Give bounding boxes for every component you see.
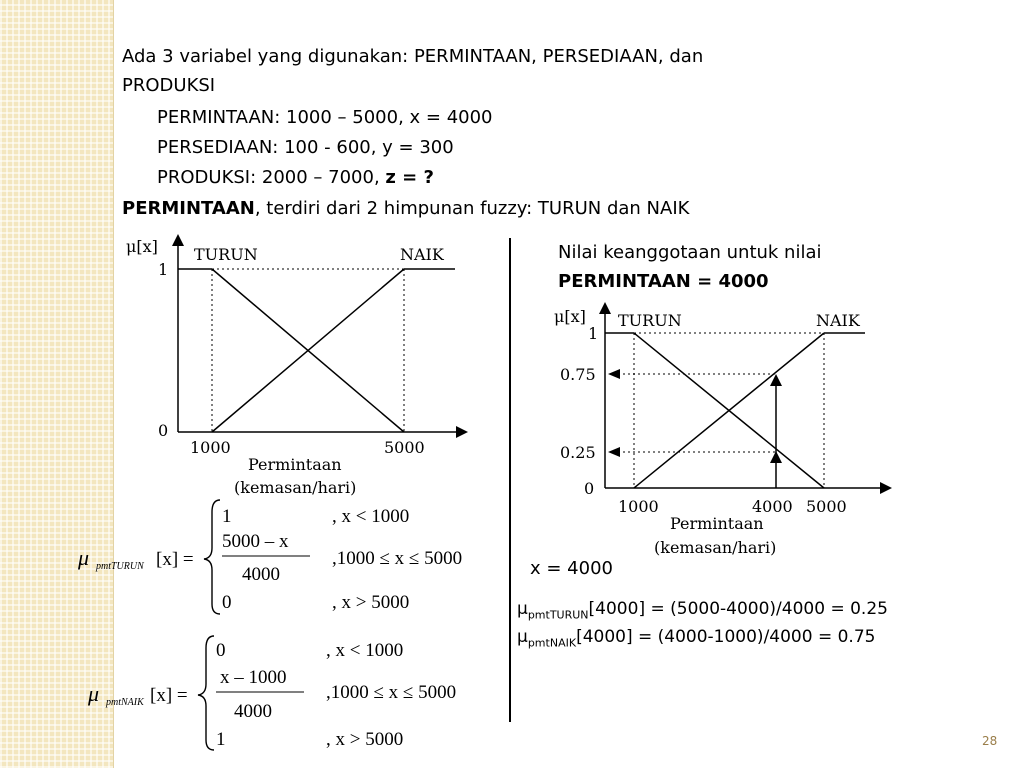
formula-turun-arg: [x] = [156,549,194,570]
graph2-tick-5000: 5000 [806,497,847,516]
graph2-tick-0: 0 [584,479,595,498]
formula-naik-brace [198,636,214,750]
membership-graph-permintaan-4000 [550,300,910,565]
result-naik-mu: μ [517,627,528,647]
result-turun-mu: μ [517,599,528,619]
graph2-tick-4000: 4000 [752,497,793,516]
graph2-tick-1: 1 [588,324,599,343]
graph1-naik-label: NAIK [400,245,444,264]
graph1-tick-1: 1 [158,260,169,279]
formula-naik-c3-cond: , x > 5000 [326,729,404,750]
graph2-x-label: Permintaan [670,514,764,533]
right-title-1: Nilai keanggotaan untuk nilai [558,242,822,263]
graph2-arrow-left-075 [608,369,620,379]
persediaan-range: PERSEDIAAN: 100 - 600, y = 300 [157,137,454,158]
graph1-x-label: Permintaan [248,455,342,474]
graph1-tick-5000: 5000 [384,438,425,457]
graph2-arrow-left-025 [608,447,620,457]
graph2-tick-075: 0.75 [560,365,596,384]
produksi-range [157,167,434,189]
graph1-x-unit: (kemasan/hari) [234,478,357,497]
graph2-tick-1000: 1000 [618,497,659,516]
result-naik-sub: pmtNAIK [527,636,577,650]
result-turun-sub: pmtTURUN [527,608,589,622]
intro-line-2: PRODUKSI [122,75,216,96]
vertical-divider [509,238,511,722]
graph1-x-arrow [456,426,468,438]
graph2-x-arrow [880,482,892,494]
formula-turun [76,492,508,617]
graph1-y-label: μ[x] [126,237,158,256]
formula-turun-c2-num: 5000 – x [222,531,289,552]
formula-naik [86,628,506,756]
right-title-2: PERMINTAAN = 4000 [558,271,769,292]
formula-turun-mu: μ [78,545,90,570]
formula-turun-c3-val: 0 [222,592,232,613]
graph1-turun-label: TURUN [194,245,258,264]
formula-turun-sub: pmtTURUN [96,561,144,572]
formula-turun-c3-cond: , x > 5000 [332,592,410,613]
formula-turun-c2-cond: ,1000 ≤ x ≤ 5000 [332,548,463,569]
formula-naik-mu: μ [88,681,100,706]
graph2-tick-025: 0.25 [560,443,596,462]
formula-turun-c1-val: 1 [222,506,232,527]
fuzzy-sets-line [122,198,689,220]
result-turun [517,598,888,626]
graph2-y-label: μ[x] [554,307,586,326]
formula-naik-c2-num: x – 1000 [220,667,287,688]
result-naik-expr: [4000] = (4000-1000)/4000 = 0.75 [576,627,876,647]
fuzzy-sets-rest: , terdiri dari 2 himpunan fuzzy: TURUN dan NAIK [254,198,690,219]
graph2-turun-label: TURUN [618,311,682,330]
produksi-range-text: PRODUKSI: 2000 – 7000, [157,167,386,188]
formula-turun-brace [204,500,220,614]
graph1-tick-0: 0 [158,421,169,440]
graph2-x-unit: (kemasan/hari) [654,538,777,557]
result-naik [517,626,875,654]
formula-naik-c2-cond: ,1000 ≤ x ≤ 5000 [326,682,457,703]
page-number: 28 [982,734,998,748]
fuzzy-sets-bold: PERMINTAAN [122,198,255,219]
graph1-tick-1000: 1000 [190,438,231,457]
graph2-y-arrow [599,302,611,314]
permintaan-range: PERMINTAAN: 1000 – 5000, x = 4000 [157,107,493,128]
formula-turun-c2-den: 4000 [242,564,280,585]
result-turun-expr: [4000] = (5000-4000)/4000 = 0.25 [588,599,888,619]
formula-naik-arg: [x] = [150,685,188,706]
x-value: x = 4000 [530,558,613,579]
formula-naik-c1-val: 0 [216,640,226,661]
intro-line-1: Ada 3 variabel yang digunakan: PERMINTAAN, PERSEDIAAN, dan [122,46,704,67]
formula-naik-c2-den: 4000 [234,701,272,722]
produksi-z: z = ? [385,167,434,188]
graph1-y-arrow [172,234,184,246]
graph2-naik-label: NAIK [816,311,860,330]
membership-graph-permintaan [120,228,480,503]
formula-naik-sub: pmtNAIK [106,697,144,708]
formula-naik-c3-val: 1 [216,729,226,750]
formula-turun-c1-cond: , x < 1000 [332,506,410,527]
formula-naik-c1-cond: , x < 1000 [326,640,404,661]
